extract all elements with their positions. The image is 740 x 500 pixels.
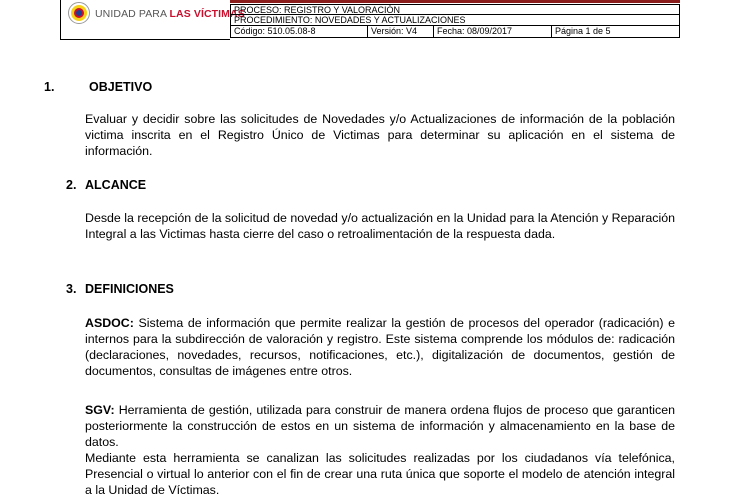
header-info-table [230,0,680,40]
section-1-paragraph: Evaluar y decidir sobre las solicitudes de Novedades y/o Actualizaciones de información de la población victima inscrita en el Registro Único de Victimas para determinar su aplicación en el sistema de información. [85,112,675,158]
section-1-number: 1. [44,80,55,94]
metadata-row [230,26,680,38]
section-2-title: ALCANCE [85,178,147,192]
pagina-cell: Página 1 de 5 [555,26,611,36]
logo-cell [60,0,245,40]
coat-of-arms-icon [68,2,90,24]
definition-text: Sistema de información que permite realizar la gestión de procesos del operador (radicación) e internos para la subdirección de valoración y registro. Este sistema comprende los módulos de: radicación (declaraciones, novedades, recursos, notificaciones, etc.), digitalización de documentos, gestión de documentos, consultas de imágenes entre otros. [85,316,675,378]
codigo-cell: Código: 510.05.08-8 [231,26,368,37]
section-3-title: DEFINICIONES [85,282,174,296]
definition-asdoc [85,315,675,379]
definition-text: Herramienta de gestión, utilizada para construir de manera ordena flujos de proceso que garanticen posteriormente la construcción de estos en un sistema de información y almacenamiento en la base de datos. [85,403,675,449]
section-2-paragraph: Desde la recepción de la solicitud de novedad y/o actualización en la Unidad para la Atención y Reparación Integral a las Victimas hasta cierre del caso o retroalimentación de la respuesta dada. [85,211,675,241]
version-cell: Versión: V4 [368,26,434,37]
definition-sgv [85,402,675,450]
section-2-number: 2. [66,178,77,192]
definition-term: SGV: [85,403,115,417]
section-3-number: 3. [66,282,77,296]
definition-term: ASDOC: [85,316,134,330]
fecha-cell: Fecha: 08/09/2017 [434,26,552,37]
header-top-bar [230,0,680,3]
procedimiento-row: PROCEDIMIENTO: NOVEDADES Y ACTUALIZACIONES [230,15,680,26]
proceso-row: PROCESO: REGISTRO Y VALORACIÓN [230,4,680,15]
definition-sgv-continuation: Mediante esta herramienta se canalizan las solicitudes realizadas por los ciudadanos vía telefónica, Presencial o virtual lo anterior con el fin de crear una ruta única que soporte el modelo de atención integral a la Unidad de Víctimas. [85,451,675,497]
logo-text: UNIDAD PARA LAS VÍCTIMAS [95,8,245,20]
section-1-title: OBJETIVO [89,80,153,94]
document-header [60,0,680,40]
